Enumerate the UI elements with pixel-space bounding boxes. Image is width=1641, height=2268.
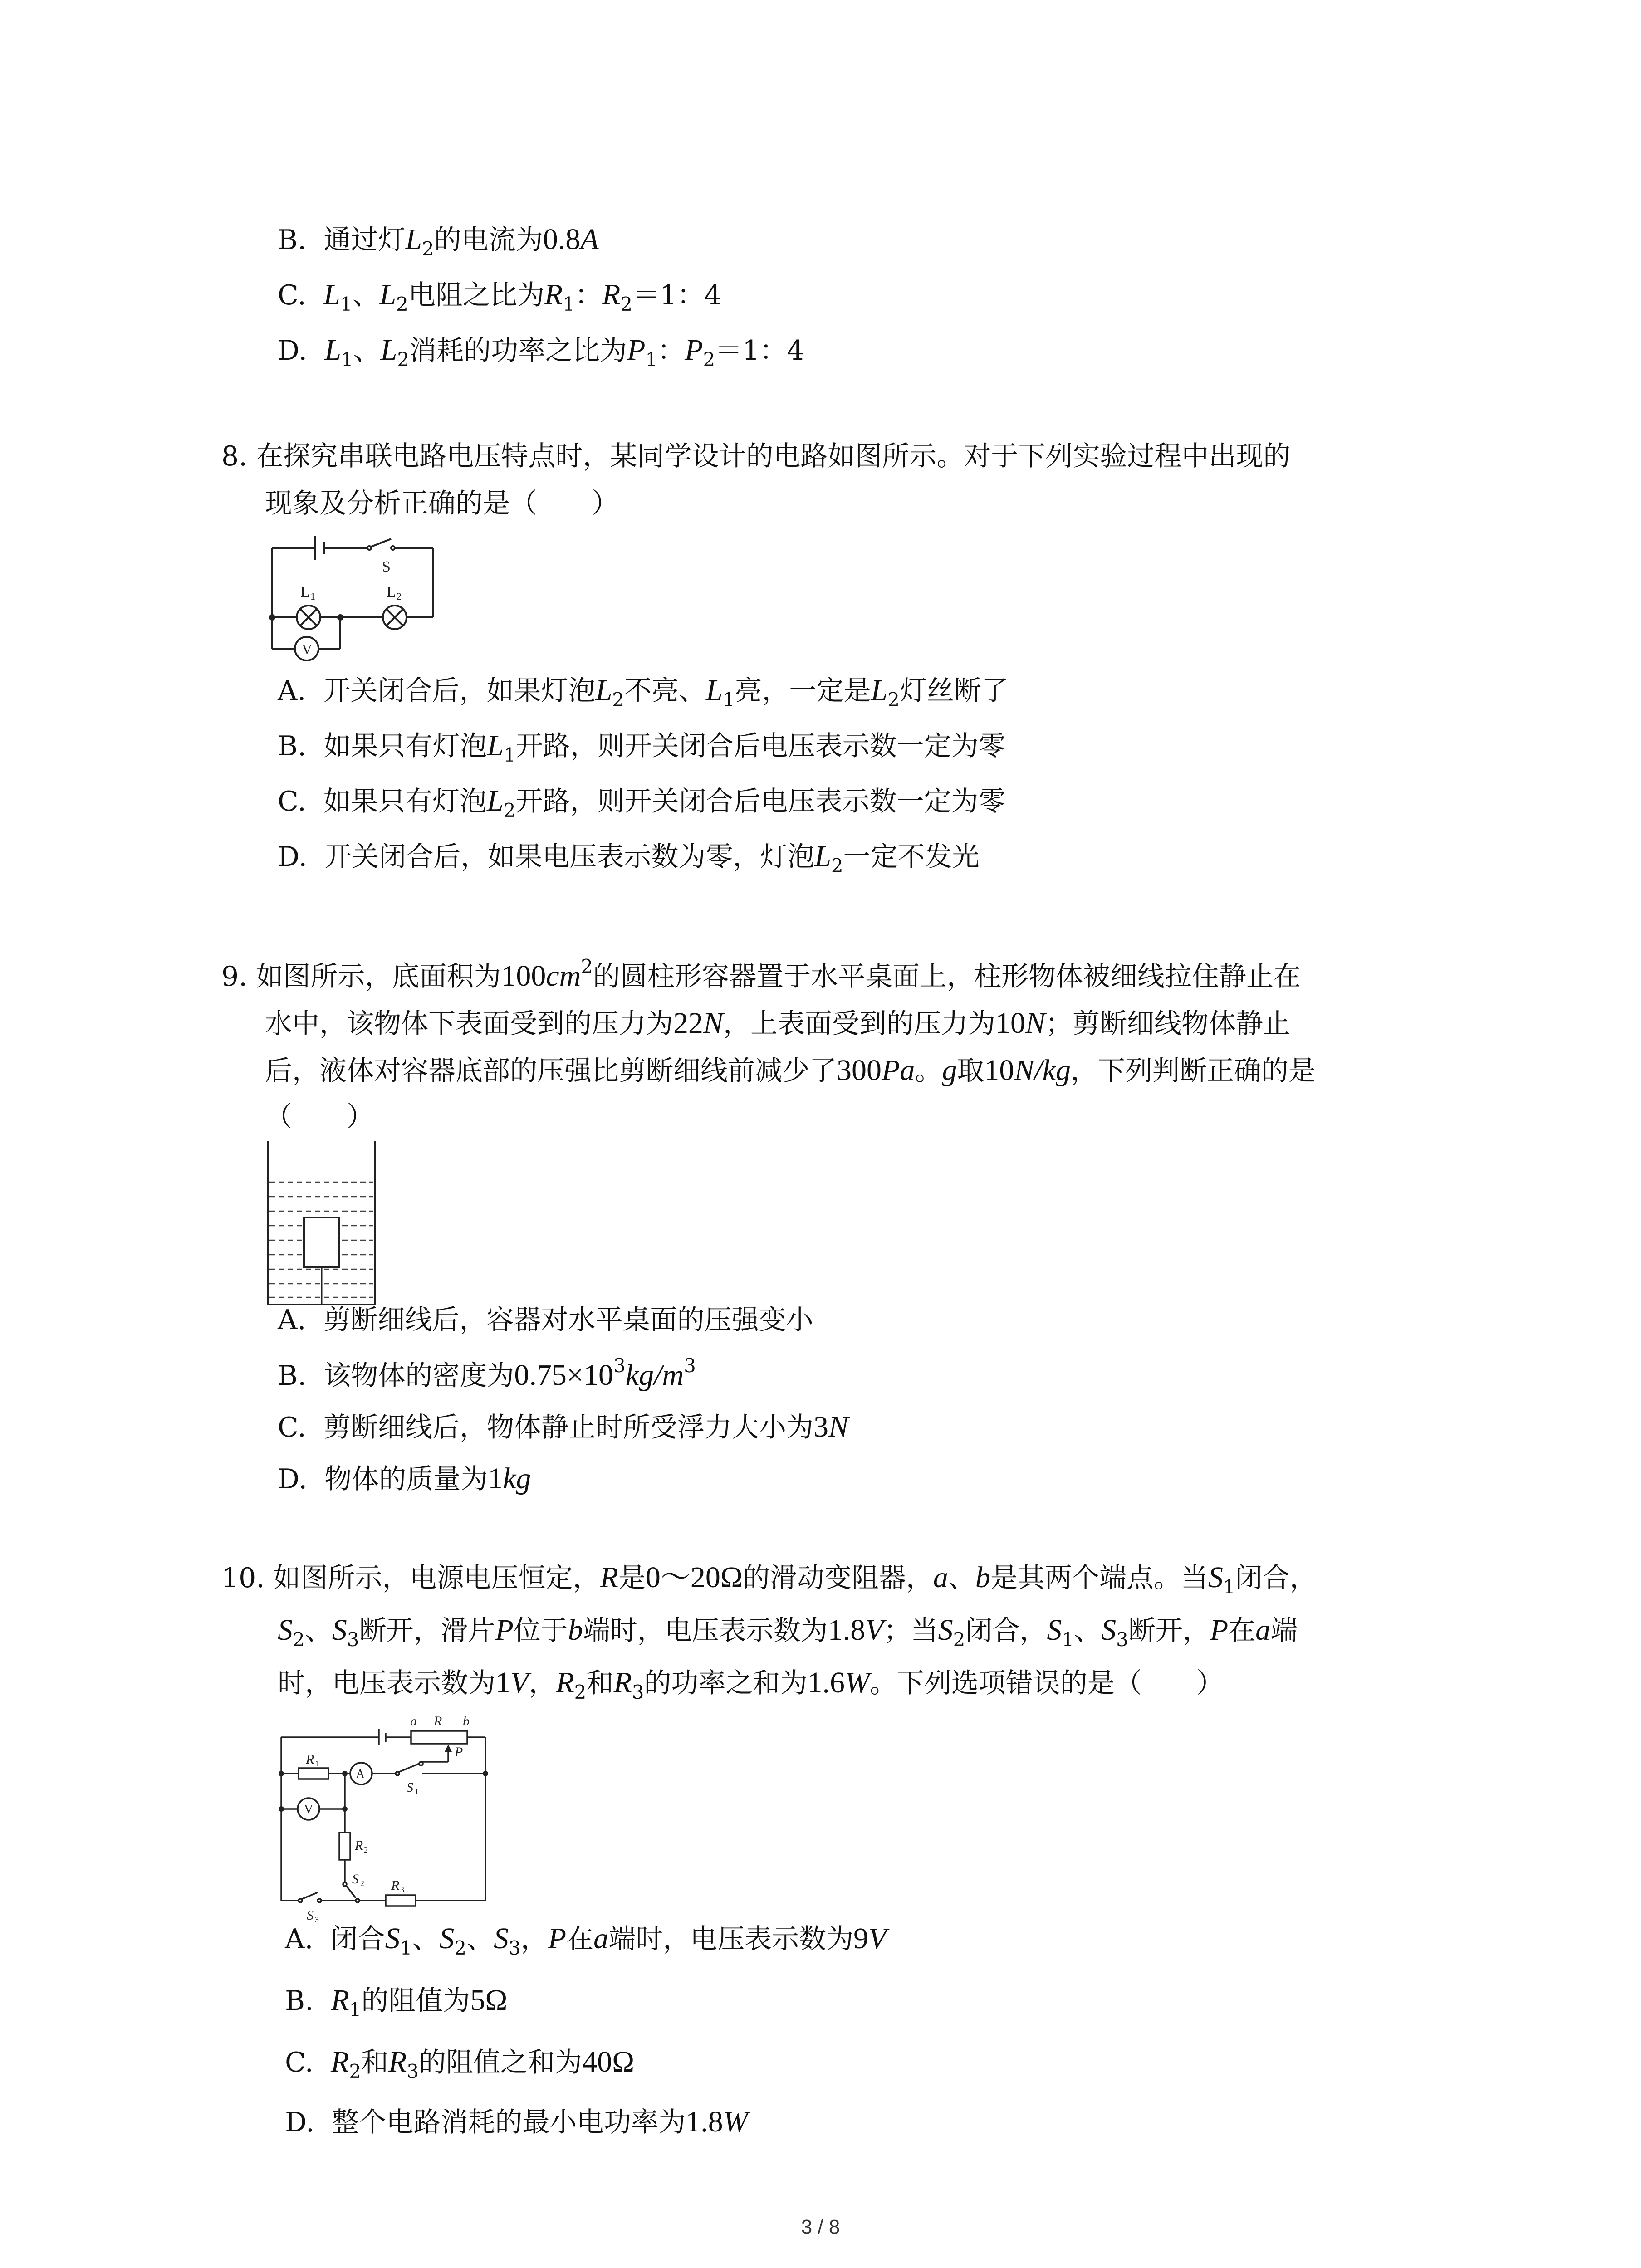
q9-container-diagram [265,1141,378,1309]
q10-label-r: R [434,1715,442,1729]
q10-label-r3-sub: 3 [400,1885,404,1894]
q8-option-c: C. 如果只有灯泡$L_2$开路，则开关闭合后电压表示数一定为零 [278,784,1006,821]
q8-stem-line-2: 现象及分析正确的是（ ） [265,488,619,519]
q10-label-r1: R [306,1752,314,1767]
q9-stem-line-4: （ ） [265,1101,374,1133]
q10-label-s3-sub: 3 [315,1915,319,1924]
q10-option-a: A. 闭合$S_1$、$S_2$、$S_3$，P在a端时，电压表示数为9V [285,1922,887,1959]
q8-option-d: D. 开关闭合后，如果电压表示数为零，灯泡$L_2$一定不发光 [278,840,980,877]
q8-option-a: A. 开关闭合后，如果灯泡$L_2$不亮、$L_1$亮，一定是$L_2$灯丝断了 [278,674,1009,711]
q8-label-s: S [382,558,391,575]
q10-stem-line-1: 10. 如图所示，电源电压恒定，R是0～20Ω的滑动变阻器，a、b是其两个端点。当$S_1$闭合， [221,1561,1317,1598]
page-number: 3 / 8 [801,2216,840,2238]
q10-label-s2-sub: 2 [360,1879,364,1888]
q10-label-r2: R [355,1838,363,1853]
q9-floating-block [304,1217,339,1267]
q7-option-d: D. $L_1$、$L_2$消耗的功率之比为$P_1$：$P_2=1$：4 [278,333,804,371]
q10-voltmeter-label: V [304,1803,314,1817]
q9-option-d: D. 物体的质量为1kg [278,1462,531,1495]
q10-circuit-diagram [272,1715,499,1928]
q10-label-a: a [410,1715,417,1729]
q10-ammeter-label: A [356,1767,365,1781]
q10-label-s1: S [407,1780,413,1795]
q9-stem-line-3: 后，液体对容器底部的压强比剪断细线前减少了300Pa。g取10N/kg，下列判断正确的是 [265,1054,1316,1087]
q9-option-c: C. 剪断细线后，物体静止时所受浮力大小为3N [278,1410,849,1443]
q10-label-s3: S [307,1908,314,1923]
q8-label-l1-sub: 1 [310,591,315,602]
q8-option-b: B. 如果只有灯泡$L_1$开路，则开关闭合后电压表示数一定为零 [278,729,1006,766]
q10-option-c: C. $R_2$和$R_3$的阻值之和为40Ω [285,2045,635,2082]
q9-stem-line-1: 9. 如图所示，底面积为$100cm^2$的圆柱形容器置于水平桌面上，柱形物体被细线拉住静止在 [221,955,1301,992]
q9-option-b: B. 该物体的密度为$0.75\times 10^3kg/m^3$ [278,1354,696,1392]
q8-voltmeter-label: V [302,641,313,657]
q8-label-l1: L [300,584,310,601]
q8-label-l2-sub: 2 [397,591,402,602]
q10-label-b: b [463,1715,470,1729]
q10-label-s2: S [352,1872,359,1887]
q10-option-d: D. 整个电路消耗的最小电功率为1.8W [285,2105,748,2138]
q9-stem-line-2: 水中，该物体下表面受到的压力为22N，上表面受到的压力为10N；剪断细线物体静止 [265,1007,1291,1040]
q10-label-s1-sub: 1 [415,1787,419,1796]
q9-option-a: A. 剪断细线后，容器对水平桌面的压强变小 [278,1304,813,1336]
q10-stem-line-2: $S_2$、$S_3$断开，滑片P位于b端时，电压表示数为1.8V；当$S_2$闭合，$S_1$、$S_3$断开，P在a端 [278,1613,1298,1651]
q8-stem-line-1: 8. 在探究串联电路电压特点时，某同学设计的电路如图所示。对于下列实验过程中出现的 [221,440,1291,472]
q7-option-b: B. 通过灯$L_2$的电流为0.8A [278,223,599,260]
q10-label-r1-sub: 1 [315,1759,319,1768]
q7-option-c: C. $L_1$、$L_2$电阻之比为$R_1$：$R_2=1$：4 [278,278,722,315]
q10-option-b: B. $R_1$的阻值为5Ω [285,1984,508,2021]
q10-stem-line-3: 时，电压表示数为1V，$R_2$和$R_3$的功率之和为1.6W。下列选项错误的是（ ） [278,1666,1224,1703]
q8-circuit-diagram [268,530,440,666]
q8-label-l2: L [387,584,396,601]
q10-label-p: P [455,1745,463,1760]
q10-label-r2-sub: 2 [364,1845,368,1854]
q10-label-r3: R [391,1878,400,1893]
